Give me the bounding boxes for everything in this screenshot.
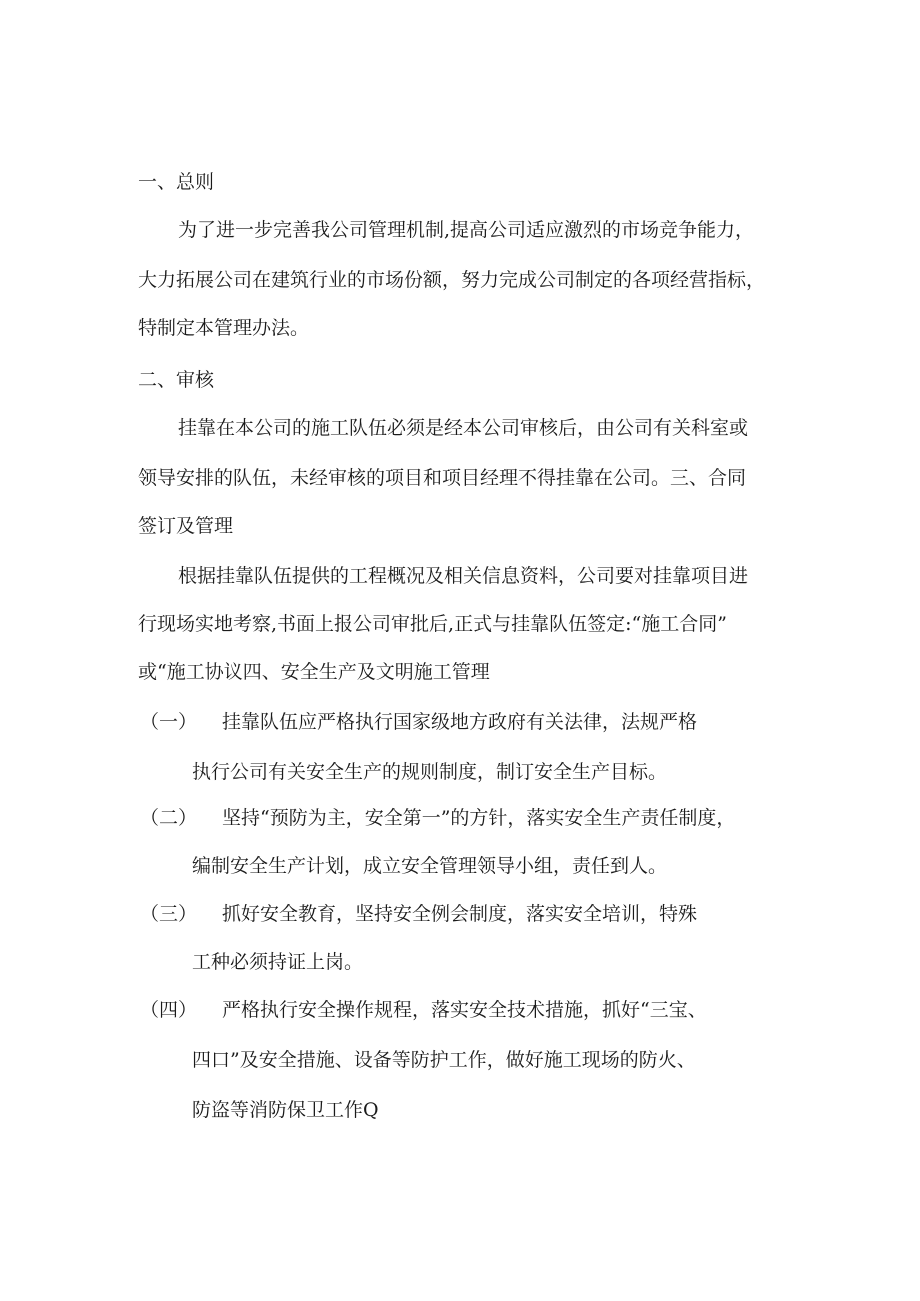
- section-heading-review: 二、审核: [138, 369, 215, 391]
- safety-item-4-cont-1: 四口”及安全措施、设备等防护工作，做好施工现场的防火、: [192, 1049, 696, 1071]
- safety-item-1-cont-1: 执行公司有关安全生产的规则制度，制订安全生产目标。: [192, 761, 668, 783]
- safety-item-3-text: 抓好安全教育，坚持安全例会制度，落实安全培训，特殊: [222, 903, 698, 925]
- contract-line-2: 行现场实地考察,书面上报公司审批后,正式与挂靠队伍签定:“施工合同”: [138, 613, 727, 635]
- section-heading-general: 一、总则: [138, 171, 215, 193]
- review-line-2: 领导安排的队伍，未经审核的项目和项目经理不得挂靠在公司。三、合同: [138, 467, 747, 489]
- safety-item-2-text: 坚持“预防为主，安全第一”的方针，落实安全生产责任制度，: [222, 807, 736, 829]
- safety-item-2-label: （二）: [140, 807, 198, 829]
- safety-item-2-cont-1: 编制安全生产计划，成立安全管理领导小组，责任到人。: [192, 855, 668, 877]
- safety-item-4-label: （四）: [140, 999, 198, 1021]
- safety-item-3-cont-1: 工种必须持证上岗。: [192, 951, 364, 973]
- contract-line-1: 根据挂靠队伍提供的工程概况及相关信息资料，公司要对挂靠项目进: [178, 565, 749, 587]
- review-line-1: 挂靠在本公司的施工队伍必须是经本公司审核后，由公司有关科室或: [178, 417, 749, 439]
- general-line-3: 特制定本管理办法。: [138, 317, 310, 339]
- safety-item-4-text: 严格执行安全操作规程，落实安全技术措施，抓好“三宝、: [222, 999, 707, 1021]
- safety-item-4-cont-2: 防盗等消防保卫工作Q: [192, 1099, 379, 1121]
- safety-item-3-label: （三）: [140, 903, 198, 925]
- general-line-2: 大力拓展公司在建筑行业的市场份额，努力完成公司制定的各项经营指标，: [138, 269, 766, 291]
- general-line-1: 为了进一步完善我公司管理机制,提高公司适应激烈的市场竞争能力，: [178, 219, 755, 241]
- safety-item-1-label: （一）: [140, 711, 198, 733]
- safety-item-1-text: 挂靠队伍应严格执行国家级地方政府有关法律，法规严格: [222, 711, 698, 733]
- review-line-3: 签订及管理: [138, 515, 234, 537]
- contract-line-3: 或“施工协议四、安全生产及文明施工管理: [138, 661, 490, 683]
